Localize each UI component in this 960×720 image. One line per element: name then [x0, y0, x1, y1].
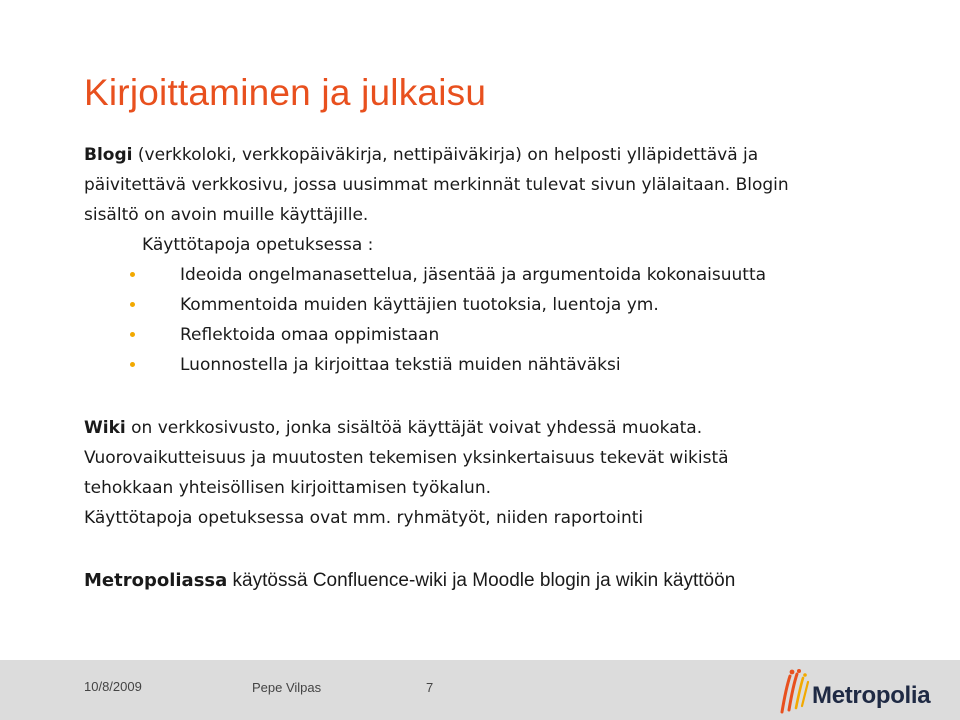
blogi-uses-heading: Käyttötapoja opetuksessa : — [142, 235, 374, 255]
footer-author: Pepe Vilpas — [252, 680, 322, 695]
metropolia-term: Metropoliassa — [84, 570, 228, 591]
slide-footer — [0, 660, 960, 720]
bullet-dot-icon — [130, 332, 135, 337]
blogi-line2: päivitettävä verkkosivu, jossa uusimmat merkinnät tulevat sivun ylälaitaan. Blogin — [84, 175, 789, 195]
wiki-line2: Vuorovaikutteisuus ja muutosten tekemisen yksinkertaisuus tekevät wikistä — [84, 448, 729, 468]
list-item-text: Luonnostella ja kirjoittaa tekstiä muiden nähtäväksi — [180, 355, 621, 375]
footer-date: 10/8/2009 — [84, 679, 142, 694]
bullet-dot-icon — [130, 302, 135, 307]
list-item-text: Reflektoida omaa oppimistaan — [180, 325, 440, 345]
wiki-line1: on verkkosivusto, jonka sisältöä käyttäjät voivat yhdessä muokata. — [125, 418, 703, 438]
slide-title: Kirjoittaminen ja julkaisu — [84, 72, 487, 113]
list-item-text: Ideoida ongelmanasettelua, jäsentää ja argumentoida kokonaisuutta — [180, 265, 767, 285]
wiki-paragraph — [84, 413, 729, 533]
bullet-dot-icon — [130, 272, 135, 277]
bullet-dot-icon — [130, 362, 135, 367]
wiki-line4: Käyttötapoja opetuksessa ovat mm. ryhmätyöt, niiden raportointi — [84, 508, 644, 528]
blogi-term: Blogi — [84, 145, 133, 165]
wiki-term: Wiki — [84, 418, 126, 438]
metropolia-paragraph — [84, 566, 735, 596]
blogi-line1: (verkkoloki, verkkopäiväkirja, nettipäiväkirja) on helposti ylläpidettävä ja — [132, 145, 759, 165]
metropolia-text: käytössä Confluence-wiki ja Moodle blogin ja wikin käyttöön — [227, 570, 736, 591]
blogi-paragraph — [84, 140, 789, 230]
metropolia-logo — [776, 666, 948, 716]
metropolia-mark-icon — [776, 666, 816, 716]
list-item-text: Kommentoida muiden käyttäjien tuotoksia, luentoja ym. — [180, 295, 659, 315]
metropolia-logo-text: Metropolia — [812, 682, 931, 709]
footer-page-number: 7 — [426, 680, 434, 695]
wiki-line3: tehokkaan yhteisöllisen kirjoittamisen työkalun. — [84, 478, 492, 498]
blogi-line3: sisältö on avoin muille käyttäjille. — [84, 205, 369, 225]
